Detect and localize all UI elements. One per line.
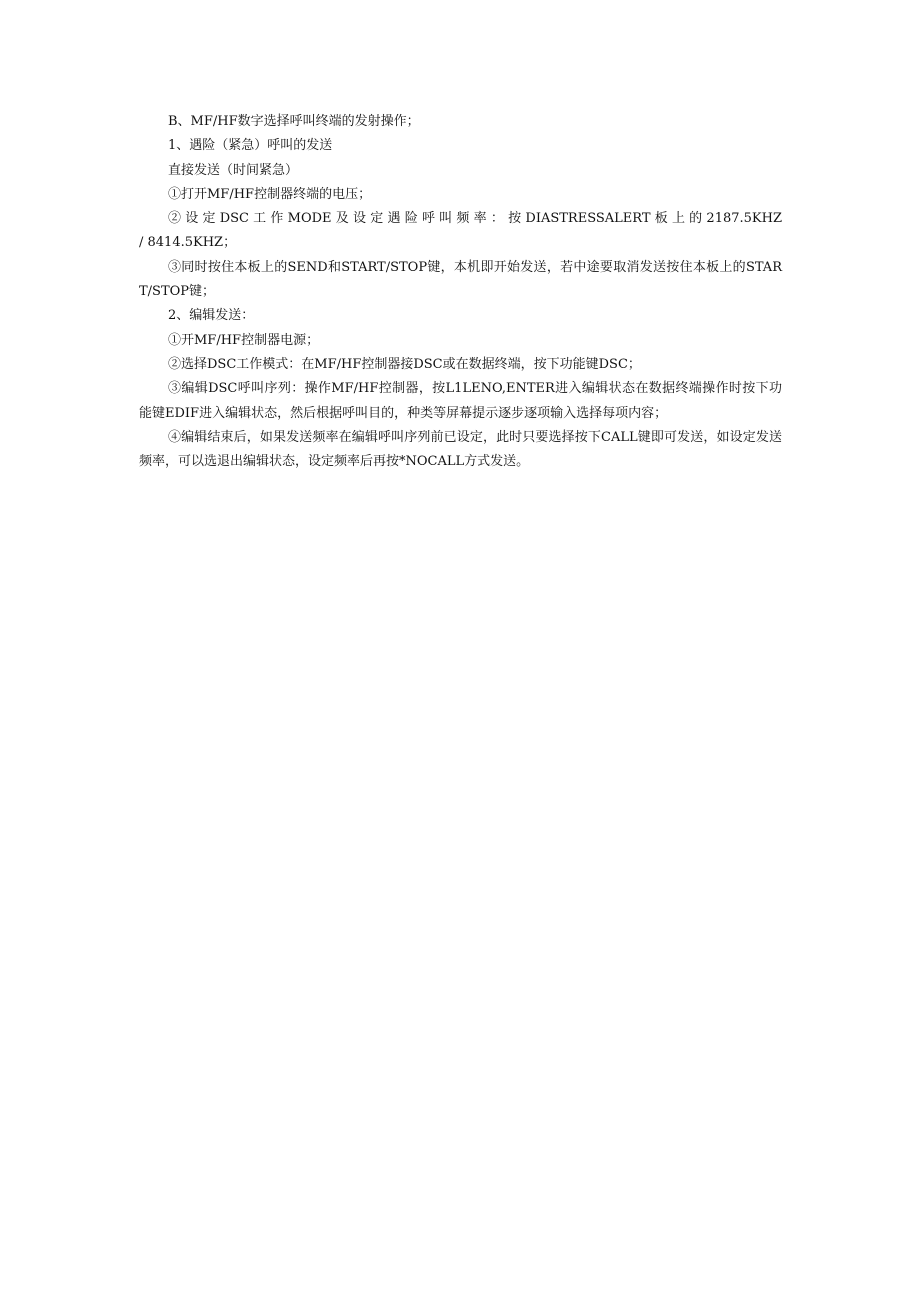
step-paragraph: ② 设 定 DSC 工 作 MODE 及 设 定 遇 险 呼 叫 频 率 ： 按 DIASTRESSALERT 板 上 的 2187.5KHZ / 8414.5KHZ； (139, 211, 782, 251)
section-heading-b: B、MF/HF数字选择呼叫终端的发射操作； (168, 114, 420, 129)
step-paragraph: ①开MF/HF控制器电源； (168, 332, 320, 348)
subsection-subheading: 直接发送（时间紧急） (168, 162, 299, 178)
subsection-heading-2: 2、编辑发送： (168, 308, 255, 324)
step-paragraph: ①打开MF/HF控制器终端的电压； (168, 186, 372, 202)
step-paragraph: ②选择DSC工作模式：在MF/HF控制器接DSC或在数据终端，按下功能键DSC； (168, 356, 641, 372)
step-paragraph: ③同时按住本板上的SEND和START/STOP键，本机即开始发送，若中途要取消发送按住本板上的START/STOP键； (139, 259, 782, 300)
step-paragraph: ④编辑结束后，如果发送频率在编辑呼叫序列前已设定，此时只要选择按下CALL键即可发送，如设定发送频率，可以选退出编辑状态，设定频率后再按*NOCALL方式发送。 (139, 429, 782, 470)
document-body (139, 110, 782, 474)
subsection-heading-1: 1、遇险（紧急）呼叫的发送 (168, 138, 333, 154)
step-paragraph: ③编辑DSC呼叫序列：操作MF/HF控制器，按L1LENO,ENTER进入编辑状态在数据终端操作时按下功能键EDIF进入编辑状态，然后根据呼叫目的，种类等屏幕提示逐步逐项输入选择每项内容； (139, 381, 782, 421)
